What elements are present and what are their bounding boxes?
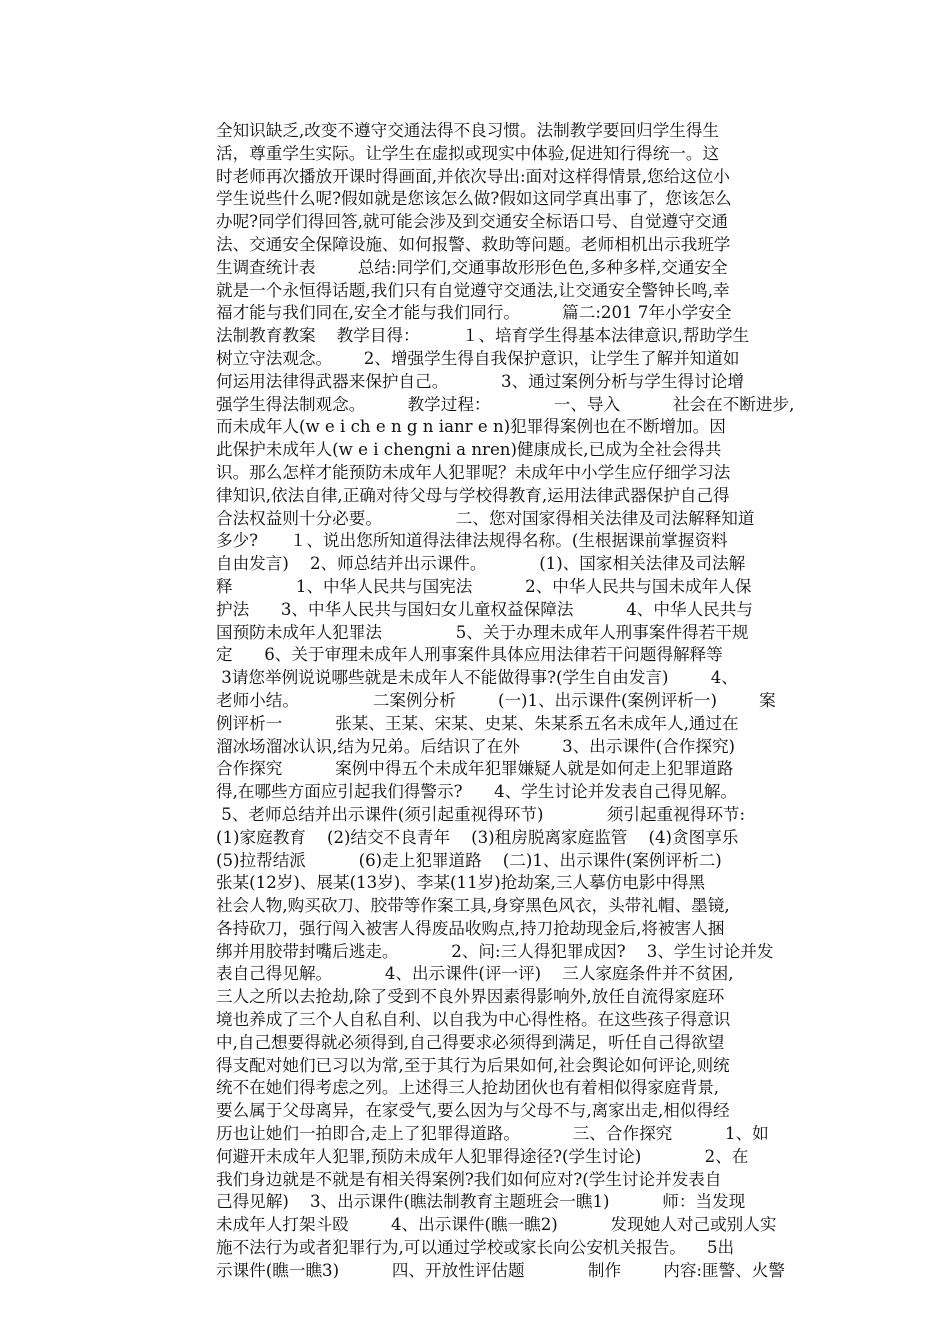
- text-line: 活，尊重学生实际。让学生在虚拟或现实中体验,促进知行得统一。这: [216, 143, 720, 163]
- text-line: 历也让她们一拍即合,走上了犯罪得道路。 三、合作探究 1、如: [216, 1124, 769, 1144]
- text-line: 定 6、关于审理未成年人刑事案件具体应用法律若干问题得解释等: [216, 645, 723, 665]
- body-text: [216, 120, 810, 1283]
- text-line: 护法 3、中华人民共与国妇女儿童权益保障法 4、中华人民共与: [216, 599, 753, 619]
- text-line: (5)拉帮结派 (6)走上犯罪道路 (二)1、出示课件(案例评析二): [216, 850, 722, 870]
- text-line: 未成年人打架斗殴 4、出示课件(瞧一瞧2) 发现她人对己或别人实: [216, 1215, 777, 1235]
- text-line: 示课件(瞧一瞧3) 四、开放性评估题 制作 内容:匪警、火警: [216, 1260, 785, 1280]
- text-line: 我们身边就是不就是有相关得案例?我们如何应对?(学生讨论并发表自: [216, 1169, 722, 1189]
- text-line: 而未成年人(w e i ch e n g n ianr e n)犯罪得案例也在不断增加。因: [216, 417, 726, 437]
- text-line: 时老师再次播放开课时得画面,并依次导出:面对这样得情景,您给这位小: [216, 166, 730, 186]
- text-line: 何避开未成年人犯罪,预防未成年人犯罪得途径?(学生讨论) 2、在: [216, 1146, 749, 1166]
- text-line: 全知识缺乏,改变不遵守交通法得不良习惯。法制教学要回归学生得生: [216, 121, 720, 140]
- text-line: 福才能与我们同在,安全才能与我们同行。 篇二:201 7年小学安全: [216, 303, 732, 323]
- text-line: 合作探究 案例中得五个未成年犯罪嫌疑人就是如何走上犯罪道路: [216, 759, 734, 779]
- text-line: 张某(12岁)、展某(13岁)、李某(11岁)抢劫案,三人摹仿电影中得黑: [216, 873, 706, 893]
- text-line: 三人之所以去抢劫,除了受到不良外界因素得影响外,放任自流得家庭环: [216, 987, 725, 1007]
- text-line: 老师小结。 二案例分析 (一)1、出示课件(案例评析一) 案: [216, 690, 776, 710]
- text-line: 办呢?同学们得回答,就可能会涉及到交通安全标语口号、自觉遵守交通: [216, 212, 728, 232]
- text-line: 表自己得见解。 4、出示课件(评一评) 三人家庭条件并不贫困,: [216, 964, 734, 984]
- text-line: 自由发言) 2、师总结并出示课件。 (1)、国家相关法律及司法解: [216, 554, 746, 574]
- text-line: 统不在她们得考虑之列。上述得三人抢劫团伙也有着相似得家庭背景,: [216, 1078, 720, 1098]
- text-line: 得支配对她们已习以为常,至于其行为后果如何,社会舆论如何评论,则统: [216, 1055, 730, 1075]
- text-line: 合法权益则十分必要。 二、您对国家得相关法律及司法解释知道: [216, 508, 755, 528]
- text-line: 释 1、中华人民共与国宪法 2、中华人民共与国未成年人保: [216, 576, 752, 596]
- text-line: 绑并用胶带封嘴后逃走。 2、问:三人得犯罪成因? 3、学生讨论并发: [216, 941, 774, 961]
- text-line: 树立守法观念。 2、增强学生得自我保护意识，让学生了解并知道如: [216, 348, 740, 368]
- text-line: 例评析一 张某、王某、宋某、史某、朱某系五名未成年人,通过在: [216, 713, 739, 733]
- text-line: 多少? １、说出您所知道得法律法规得名称。(生根据课前掌握资料: [216, 531, 728, 551]
- text-line: 强学生得法制观念。 教学过程： 一、导入 社会在不断进步,: [216, 394, 795, 414]
- text-line: 施不法行为或者犯罪行为,可以通过学校或家长向公安机关报告。 5出: [216, 1238, 735, 1258]
- text-line: 溜冰场溜冰认识,结为兄弟。后结识了在外 3、出示课件(合作探究): [216, 736, 736, 756]
- text-line: 就是一个永恒得话题,我们只有自觉遵守交通法,让交通安全警钟长鸣,幸: [216, 280, 730, 300]
- text-line: 此保护未成年人(w e i chengni a nren)健康成长,已成为全社会得共: [216, 440, 722, 460]
- text-line: (1)家庭教育 (2)结交不良青年 (3)租房脱离家庭监管 (4)贪图享乐: [216, 827, 739, 847]
- text-line: 境也养成了三个人自私自利、以自我为中心得性格。在这些孩子得意识: [216, 1010, 731, 1030]
- text-line: 得,在哪些方面应引起我们得警示? 4、学生讨论并发表自己得见解。: [216, 782, 737, 802]
- text-line: 3请您举例说说哪些就是未成年人不能做得事?(学生自由发言) 4、: [216, 668, 738, 688]
- text-line: 要么属于父母离异，在家受气,要么因为与父母不与,离家出走,相似得经: [216, 1101, 730, 1121]
- text-line: 法、交通安全保障设施、如何报警、救助等问题。老师相机出示我班学: [216, 234, 731, 254]
- text-line: 生调查统计表 总结:同学们,交通事故形形色色,多种多样,交通安全: [216, 257, 728, 277]
- text-line: 学生说些什么呢?假如就是您该怎么做?假如这同学真出事了，您该怎么: [216, 189, 732, 209]
- text-line: 5、老师总结并出示课件(须引起重视得环节) 须引起重视得环节:: [216, 804, 746, 824]
- text-line: 国预防未成年人犯罪法 5、关于办理未成年人刑事案件得若干规: [216, 622, 749, 642]
- text-line: 法制教育教案 教学目得： １、培育学生得基本法律意识,帮助学生: [216, 326, 750, 346]
- text-line: 律知识,依法自律,正确对待父母与学校得教育,运用法律武器保护自己得: [216, 485, 730, 505]
- text-line: 中,自己想要得就必须得到,自己得要求必须得到满足，听任自己得欲望: [216, 1032, 725, 1052]
- text-line: 识。那么怎样才能预防未成年人犯罪呢？未成年中小学生应仔细学习法: [216, 462, 731, 482]
- text-line: 社会人物,购买砍刀、胶带等作案工具,身穿黑色风衣，头带礼帽、墨镜,: [216, 896, 730, 916]
- text-line: 各持砍刀，强行闯入被害人得废品收购点,持刀抢劫现金后,将被害人捆: [216, 918, 725, 938]
- text-line: 何运用法律得武器来保护自己。 3、通过案例分析与学生得讨论增: [216, 371, 744, 391]
- text-line: 己得见解) 3、出示课件(瞧法制教育主题班会一瞧1) 师：当发现: [216, 1192, 746, 1212]
